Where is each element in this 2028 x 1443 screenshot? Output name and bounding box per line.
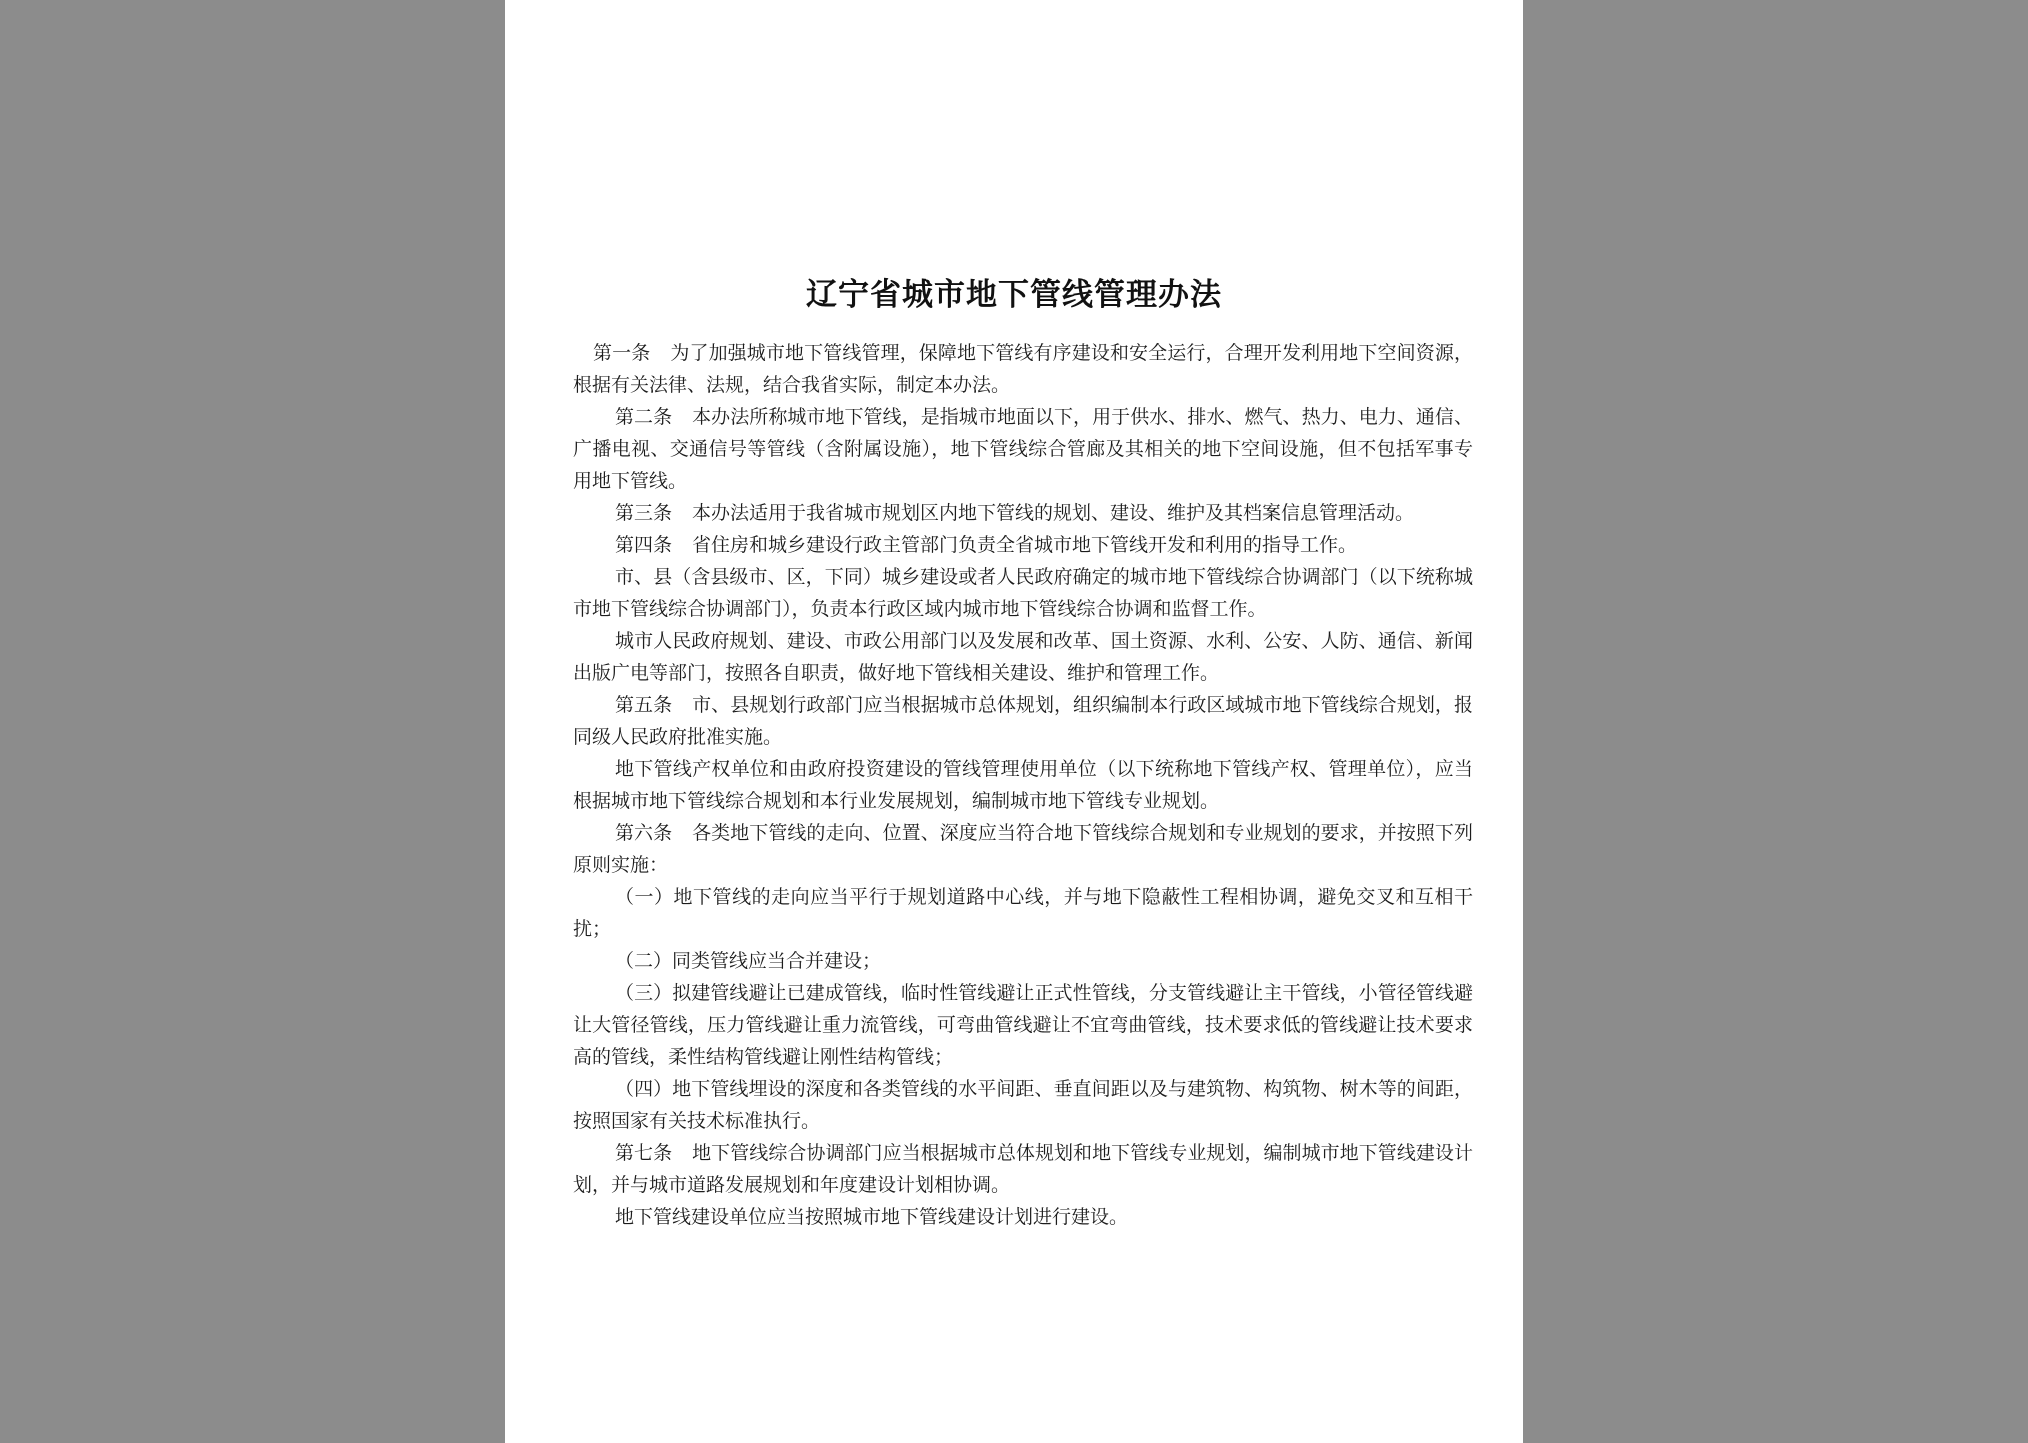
paragraph-article-4 bbox=[573, 529, 1473, 561]
paragraph-article-6-item-4 bbox=[573, 1073, 1473, 1137]
paragraph-article-4-clause-3 bbox=[573, 625, 1473, 689]
paragraph-text: 地下管线产权单位和由政府投资建设的管线管理使用单位（以下统称地下管线产权、管理单位），应当根据城市地下管线综合规划和本行业发展规划，编制城市地下管线专业规划。 bbox=[573, 758, 1473, 812]
paragraph-article-1 bbox=[573, 337, 1473, 401]
paragraph-article-6-item-1 bbox=[573, 881, 1473, 945]
article-number: 第三条 bbox=[615, 502, 673, 524]
paragraph-text: 市、县规划行政部门应当根据城市总体规划，组织编制本行政区域城市地下管线综合规划，报同级人民政府批准实施。 bbox=[573, 694, 1473, 748]
paragraph-article-7-clause-2 bbox=[573, 1201, 1473, 1233]
paragraph-text: 各类地下管线的走向、位置、深度应当符合地下管线综合规划和专业规划的要求，并按照下列原则实施： bbox=[573, 822, 1473, 876]
article-number: 第二条 bbox=[615, 406, 673, 428]
document-page bbox=[505, 0, 1523, 1443]
paragraph-article-2 bbox=[573, 401, 1473, 497]
paragraph-text: 省住房和城乡建设行政主管部门负责全省城市地下管线开发和利用的指导工作。 bbox=[692, 534, 1358, 556]
paragraph-article-6-item-2 bbox=[573, 945, 1473, 977]
paragraph-article-6 bbox=[573, 817, 1473, 881]
paragraph-article-7 bbox=[573, 1137, 1473, 1201]
article-number: 第六条 bbox=[615, 822, 673, 844]
paragraph-article-5-clause-2 bbox=[573, 753, 1473, 817]
paragraph-text: 为了加强城市地下管线管理，保障地下管线有序建设和安全运行，合理开发利用地下空间资源，根据有关法律、法规，结合我省实际，制定本办法。 bbox=[573, 342, 1473, 396]
article-number: 第五条 bbox=[615, 694, 673, 716]
article-number: 第四条 bbox=[615, 534, 673, 556]
paragraph-text: （四）地下管线埋设的深度和各类管线的水平间距、垂直间距以及与建筑物、构筑物、树木等的间距，按照国家有关技术标准执行。 bbox=[573, 1078, 1473, 1132]
paragraph-text: （三）拟建管线避让已建成管线，临时性管线避让正式性管线，分支管线避让主干管线，小管径管线避让大管径管线，压力管线避让重力流管线，可弯曲管线避让不宜弯曲管线，技术要求低的管线避让技术要求高的管线，柔性结构管线避让刚性结构管线； bbox=[573, 982, 1473, 1068]
paragraph-text: 市、县（含县级市、区，下同）城乡建设或者人民政府确定的城市地下管线综合协调部门（以下统称城市地下管线综合协调部门），负责本行政区域内城市地下管线综合协调和监督工作。 bbox=[573, 566, 1473, 620]
paragraph-article-6-item-3 bbox=[573, 977, 1473, 1073]
paragraph-text: （一）地下管线的走向应当平行于规划道路中心线，并与地下隐蔽性工程相协调，避免交叉和互相干扰； bbox=[573, 886, 1473, 940]
paragraph-text: 本办法所称城市地下管线，是指城市地面以下，用于供水、排水、燃气、热力、电力、通信、广播电视、交通信号等管线（含附属设施），地下管线综合管廊及其相关的地下空间设施，但不包括军事专用地下管线。 bbox=[573, 406, 1473, 492]
paragraph-text: 地下管线综合协调部门应当根据城市总体规划和地下管线专业规划，编制城市地下管线建设计划，并与城市道路发展规划和年度建设计划相协调。 bbox=[573, 1142, 1473, 1196]
paragraph-article-3 bbox=[573, 497, 1473, 529]
paragraph-text: （二）同类管线应当合并建设； bbox=[615, 950, 882, 972]
paragraph-text: 城市人民政府规划、建设、市政公用部门以及发展和改革、国土资源、水利、公安、人防、通信、新闻出版广电等部门，按照各自职责，做好地下管线相关建设、维护和管理工作。 bbox=[573, 630, 1473, 684]
paragraph-text: 地下管线建设单位应当按照城市地下管线建设计划进行建设。 bbox=[615, 1206, 1129, 1228]
article-number: 第一条 bbox=[593, 342, 651, 364]
paragraph-article-5 bbox=[573, 689, 1473, 753]
article-number: 第七条 bbox=[615, 1142, 673, 1164]
document-body bbox=[573, 337, 1473, 1233]
document-title: 辽宁省城市地下管线管理办法 bbox=[806, 277, 1222, 313]
paragraph-article-4-clause-2 bbox=[573, 561, 1473, 625]
paragraph-text: 本办法适用于我省城市规划区内地下管线的规划、建设、维护及其档案信息管理活动。 bbox=[692, 502, 1415, 524]
